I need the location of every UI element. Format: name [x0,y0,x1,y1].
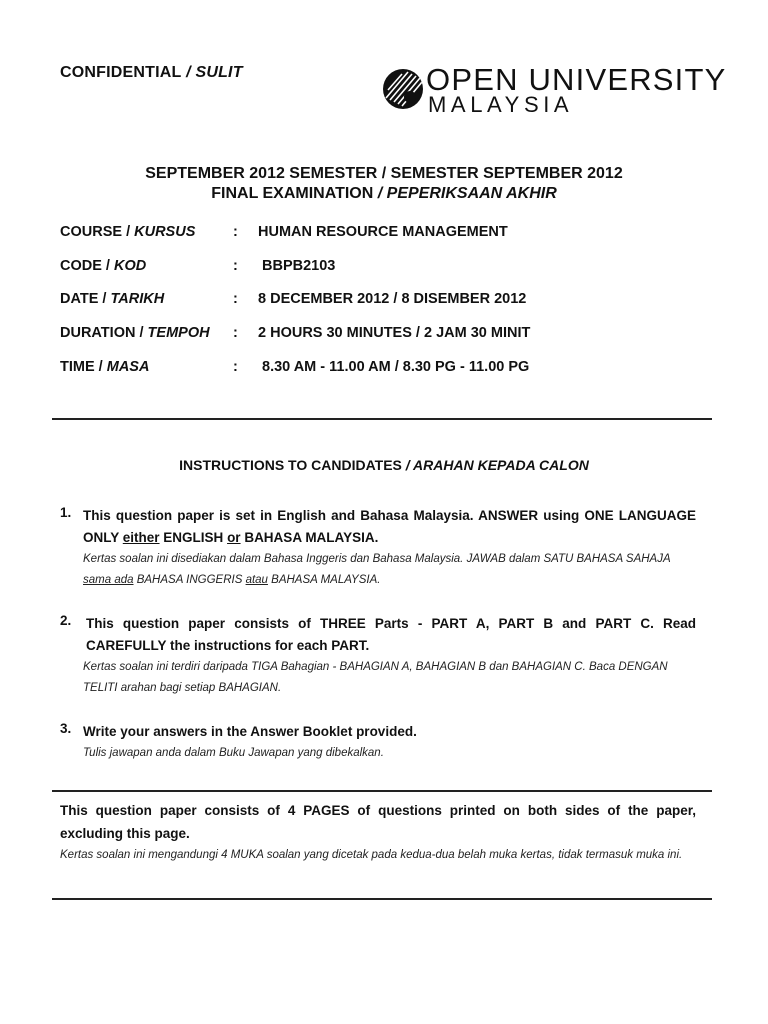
instruction-text-bm: Kertas soalan ini disediakan dalam Bahasa Inggeris dan Bahasa Malaysia. JAWAB dalam SATU BAHASA SAHAJA sama ada BAHASA INGGERIS atau BAHASA MALAYSIA. [83,553,671,586]
instruction-item-1 [60,505,696,591]
info-colon: : [233,291,238,307]
instructions-title-en: INSTRUCTIONS TO CANDIDATES [179,457,402,473]
page-count-note [60,799,696,866]
instruction-number: 2. [60,613,72,628]
info-value: 2 HOURS 30 MINUTES / 2 JAM 30 MINIT [258,325,531,341]
instruction-text-en: This question paper consists of THREE Parts - PART A, PART B and PART C. Read CAREFULLY the instructions for each PART. [86,616,696,653]
instruction-number: 3. [60,721,72,736]
logo-university-name: OPEN UNIVERSITY [426,62,727,97]
info-label: TIME / MASA [60,359,150,375]
confidential-label [60,64,243,82]
exam-title-bm: PEPERIKSAAN AKHIR [386,185,557,202]
confidential-bm: SULIT [195,64,243,81]
exam-title-en: FINAL EXAMINATION [211,185,374,202]
page-count-note-bm: Kertas soalan ini mengandungi 4 MUKA soalan yang dicetak pada kedua-dua belah muka kertas, tidak termasuk muka ini. [60,849,683,861]
instructions-title [0,457,768,473]
instructions-title-bm: ARAHAN KEPADA CALON [413,457,589,473]
page-count-note-en: This question paper consists of 4 PAGES of questions printed on both sides of the paper, excluding this page. [60,803,696,841]
divider [52,898,712,900]
instruction-number: 1. [60,505,72,520]
semester-title: SEPTEMBER 2012 SEMESTER / SEMESTER SEPTEMBER 2012 [145,165,623,182]
info-colon: : [233,224,238,240]
info-value: 8.30 AM - 11.00 AM / 8.30 PG - 11.00 PG [262,359,530,375]
instructions-title-separator: / [401,457,414,473]
info-colon: : [233,325,238,341]
instruction-text-en: This question paper is set in English and Bahasa Malaysia. ANSWER using ONE LANGUAGE ONLY either ENGLISH or BAHASA MALAYSIA. [83,508,696,545]
info-value: HUMAN RESOURCE MANAGEMENT [258,224,508,240]
instruction-text-bm: Tulis jawapan anda dalam Buku Jawapan yang dibekalkan. [83,747,384,759]
instruction-item-2 [60,613,696,699]
exam-title [0,185,768,203]
info-label: COURSE / KURSUS [60,224,196,240]
open-university-malaysia-emblem-icon [382,68,424,110]
divider [52,418,712,420]
info-label: DURATION / TEMPOH [60,325,210,341]
divider [52,790,712,792]
logo-country-name: MALAYSIA [428,92,574,117]
info-label: CODE / KOD [60,258,147,274]
exam-title-separator: / [373,185,387,202]
info-value: 8 DECEMBER 2012 / 8 DISEMBER 2012 [258,291,527,307]
university-logo [382,62,727,126]
confidential-separator: / [181,64,196,81]
info-label: DATE / TARIKH [60,291,165,307]
info-colon: : [233,258,238,274]
instruction-text-bm: Kertas soalan ini terdiri daripada TIGA Bahagian - BAHAGIAN A, BAHAGIAN B dan BAHAGIAN C. Baca DENGAN TELITI arahan bagi setiap BAHAGIAN. [83,661,668,694]
instruction-text-en: Write your answers in the Answer Booklet provided. [83,724,417,739]
info-value: BBPB2103 [262,258,336,274]
confidential-en: CONFIDENTIAL [60,64,182,81]
info-colon: : [233,359,238,375]
instruction-item-3 [60,721,696,764]
